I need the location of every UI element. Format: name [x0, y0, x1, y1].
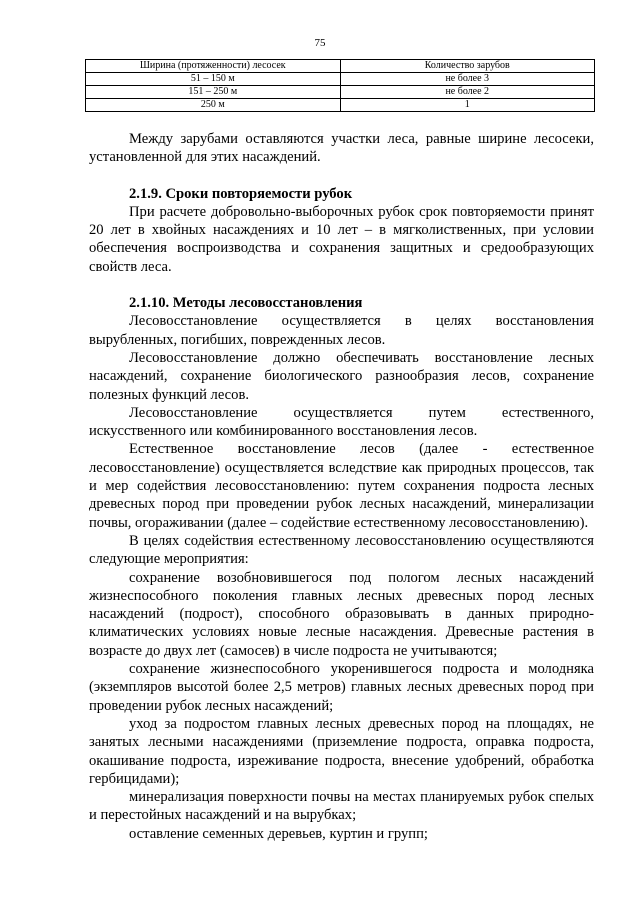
paragraph: сохранение жизнеспособного укоренившегося подроста и молодняка (экземпляров высотой более 2,5 метров) главных лесных древесных пород при проведении рубок лесных насаждений; [89, 661, 594, 714]
intro-paragraph: Между зарубами оставляются участки леса, равные ширине лесосеки, установленной для этих насаждений. [89, 131, 594, 166]
paragraph: В целях содействия естественному лесовосстановлению осуществляются следующие мероприятия: [89, 532, 594, 568]
table-header-width: Ширина (протяженности) лесосек [86, 60, 341, 73]
paragraph: Естественное восстановление лесов (далее - естественное лесовосстановление) осуществляется вследствие как природных процессов, так и мер содействия лесовосстановлению: путем сохранения подроста лесных древесных пород при проведении рубок лесных насаждений, минерализации почвы, огораживании (далее – содействие естественному лесовосстановлению). [89, 441, 594, 531]
table-cell: не более 3 [340, 73, 595, 86]
paragraph: При расчете добровольно-выборочных рубок срок повторяемости принят 20 лет в хвойных насаждениях и 10 лет – в мягколиственных, при условии обеспечения воспроизводства и сохранения защитных и средообразующих свойств леса. [89, 203, 594, 275]
table-cell: 151 – 250 м [86, 86, 341, 99]
table-cell: не более 2 [340, 86, 595, 99]
table-row [86, 73, 595, 86]
table-header-row [86, 60, 595, 73]
paragraph: уход за подростом главных лесных древесных пород на площадях, не занятых лесными насаждениями (приземление подроста, оправка подроста, окашивание подроста, изреживание подроста, внесение удобрений, обработка гербицидами); [89, 715, 594, 787]
section-heading-219: 2.1.9. Сроки повторяемости рубок [129, 185, 353, 202]
table-cell: 51 – 150 м [86, 73, 341, 86]
paragraph: минерализация поверхности почвы на местах планируемых рубок спелых и перестойных насаждений и на вырубках; [89, 789, 594, 824]
table-cell: 1 [340, 99, 595, 112]
table-row [86, 99, 595, 112]
paragraph: сохранение возобновившегося под пологом лесных насаждений жизнеспособного поколения главных лесных древесных пород лесных насаждений (подрост), способного образовывать в данных природно-климатических условиях новые лесные насаждения. Древесные растения в возрасте до двух лет (самосев) в числе подроста не учитываются; [89, 569, 594, 659]
paragraph: Лесовосстановление осуществляется путем естественного, искусственного или комбинированного восстановления лесов. [89, 404, 594, 440]
paragraph: оставление семенных деревьев, куртин и групп; [129, 825, 428, 842]
table-header-count: Количество зарубов [340, 60, 595, 73]
table-row [86, 86, 595, 99]
page-number: 75 [314, 37, 326, 49]
section-heading-2110: 2.1.10. Методы лесовосстановления [129, 295, 363, 312]
cutting-strips-table [85, 59, 595, 112]
paragraph: Лесовосстановление осуществляется в целях восстановления вырубленных, погибших, поврежденных лесов. [89, 313, 594, 348]
paragraph: Лесовосстановление должно обеспечивать восстановление лесных насаждений, сохранение биологического разнообразия лесов, сохранение полезных функций лесов. [89, 349, 594, 403]
document-body [89, 130, 594, 843]
table-cell: 250 м [86, 99, 341, 112]
